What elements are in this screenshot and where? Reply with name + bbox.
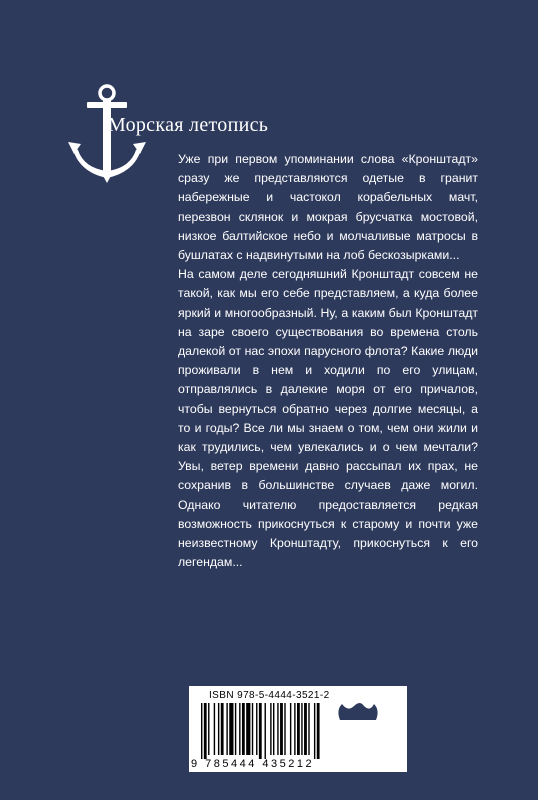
publisher-logo-text: ВЕЧЕ: [336, 751, 378, 768]
barcode-digits: 9 785444 435212: [191, 758, 315, 770]
barcode-icon: [201, 703, 321, 759]
isbn-label: ISBN 978-5-4444-3521-2: [209, 690, 330, 701]
blurb-paragraph-2: На самом деле сегодняшний Кронштадт совсем не такой, как мы его себе представляем, а куда более яркий и многообразный. Ну, а каким был Кронштадт на заре своего существования во времена столь далекой от нас эпохи парусного флота? Какие люди проживали в нем и ходили по его улицам, отправлялись в далекие моря от его причалов, чтобы вернуться обратно через долгие месяцы, а то и годы? Все ли мы знаем о том, чем они жили и как трудились, чем увлекались и о чем мечтали? Увы, ветер времени давно рассыпал их прах, не сохранив в большинстве случаев даже могил. Однако читателю предоставляется редкая возможность прикоснуться к старому и почти уже неизвестному Кронштадту, прикоснуться к его легендам...: [178, 267, 478, 570]
series-title: Морская летопись: [108, 114, 269, 136]
blurb-paragraph-1: Уже при первом упоминании слова «Кронштадт» сразу же представляются одетые в гранит набережные и частокол корабельных мачт, перезвон склянок и мокрая брусчатка мостовой, низкое балтийское небо и молчаливые матросы в бушлатах с надвинутыми на лоб бескозырками...: [178, 152, 478, 263]
publisher-logo: [326, 688, 388, 768]
book-blurb: [178, 150, 478, 572]
